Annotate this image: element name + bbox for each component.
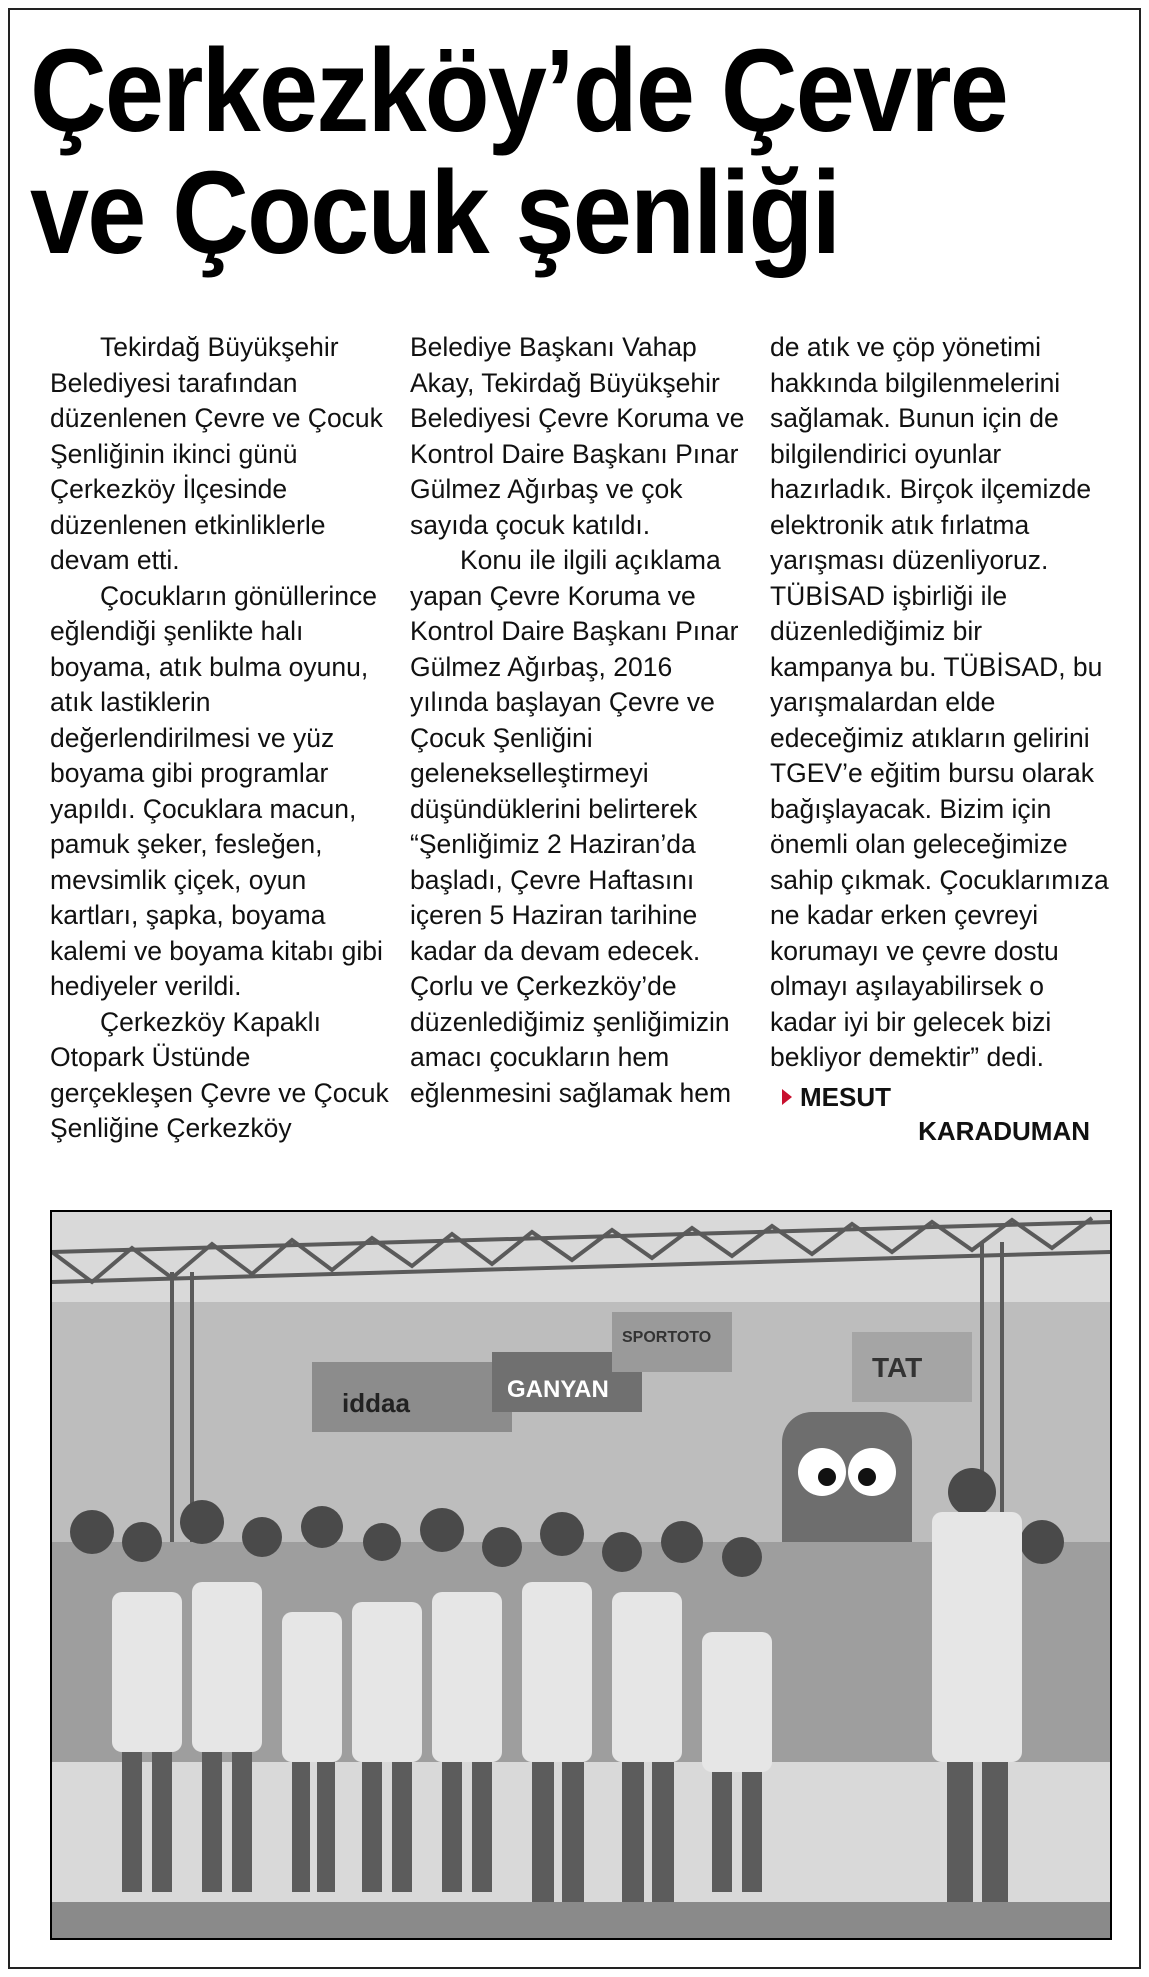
crowd	[52, 1468, 1110, 1912]
newspaper-clipping	[8, 8, 1141, 1969]
paragraph: Konu ile ilgili açıklama yapan Çevre Koruma ve Kontrol Daire Başkanı Pınar Gülmez Ağırbaş, 2016 yılında başlayan Çevre ve Çocuk Şenliğini gelenekselleştirmeyi düşündüklerini belirterek “Şenliğimiz 2 Haziran’da başladı, Çevre Haftasını içeren 5 Haziran tarihine kadar da devam edecek. Çorlu ve Çerkezköy’de düzenlediğimiz şenliğimizin amacı çocukların hem eğlenmesini sağlamak hem	[410, 545, 739, 1108]
shop-sign: iddaa	[342, 1388, 410, 1418]
article-body	[50, 330, 1110, 1148]
column-1	[50, 330, 390, 1148]
byline-marker-icon	[782, 1089, 792, 1105]
paragraph: Çerkezköy Kapaklı Otopark Üstünde gerçekleşen Çevre ve Çocuk Şenliğine Çerkezköy	[50, 1006, 389, 1143]
byline	[770, 1080, 1110, 1148]
shop-sign: SPORTOTO	[622, 1329, 712, 1346]
byline-first-name: MESUT	[800, 1081, 891, 1112]
event-photo	[50, 1210, 1112, 1940]
photo-illustration	[52, 1212, 1110, 1938]
byline-last-name: KARADUMAN	[918, 1115, 1090, 1146]
paragraph: Tekirdağ Büyükşehir Belediyesi tarafından düzenlenen Çevre ve Çocuk Şenliğinin ikinci günü Çerkezköy İlçesinde düzenlenen etkinliklerle devam etti.	[50, 332, 383, 575]
column-2	[410, 330, 750, 1148]
column-3	[770, 330, 1110, 1148]
paragraph: de atık ve çöp yönetimi hakkında bilgilenmelerini sağlamak. Bunun için de bilgilendirici oyunlar hazırladık. Birçok ilçemizde elektronik atık fırlatma yarışması düzenliyoruz. TÜBİSAD işbirliği ile düzenlediğimiz bir kampanya bu. TÜBİSAD, bu yarışmalardan elde edeceğimiz atıkların gelirini TGEV’e eğitim bursu olarak bağışlayacak. Bizim için önemli olan geleceğimize sahip çıkmak. Çocuklarımıza ne kadar erken çevreyi korumayı ve çevre dostu olmayı aşılayabilirsek o kadar iyi bir gelecek bizi bekliyor demektir” dedi.	[770, 332, 1109, 1072]
shop-sign: GANYAN	[507, 1376, 609, 1403]
paragraph: Belediye Başkanı Vahap Akay, Tekirdağ Büyükşehir Belediyesi Çevre Koruma ve Kontrol Daire Başkanı Pınar Gülmez Ağırbaş ve çok sayıda çocuk katıldı.	[410, 332, 745, 540]
headline-line-1: Çerkezköy’de Çevre	[30, 25, 1008, 157]
paragraph: Çocukların gönüllerince eğlendiği şenlikte halı boyama, atık bulma oyunu, atık lastiklerin değerlendirilmesi ve yüz boyama gibi programlar yapıldı. Çocuklara macun, pamuk şeker, fesleğen, mevsimlik çiçek, oyun kartları, şapka, boyama kalemi ve boyama kitabı gibi hediyeler verildi.	[50, 580, 383, 1001]
headline	[30, 25, 1011, 279]
shop-sign: TAT	[872, 1352, 923, 1383]
headline-line-2: ve Çocuk şenliği	[30, 147, 840, 279]
